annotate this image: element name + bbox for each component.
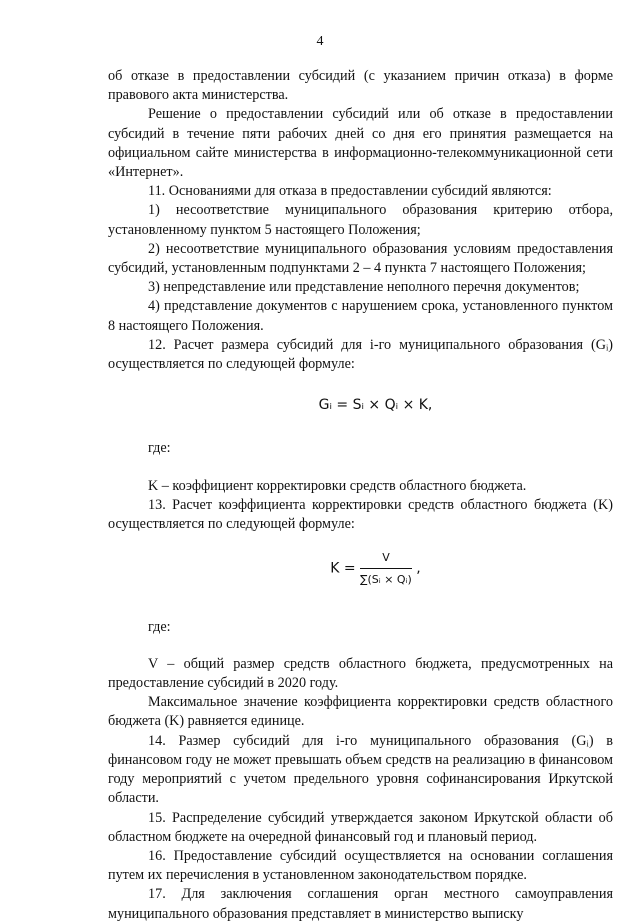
- paragraph-17: 17. Для заключения соглашения орган местного самоуправления муниципального образования представляет в министерство выписку: [108, 886, 613, 922]
- formula-numerator: V: [360, 548, 412, 569]
- paragraph-11-item-4: 4) представление документов с нарушением срока, установленного пунктом 8 настоящего Положения.: [108, 298, 613, 334]
- formula-denominator: ∑(Sᵢ × Qᵢ): [360, 573, 412, 587]
- formula-lhs: K =: [330, 560, 356, 577]
- paragraph-14: 14. Размер субсидий для i-го муниципального образования (Gᵢ) в финансовом году не может превышать объем средств на реализацию в финансовом году мероприятий с учетом предельного уровня софинансирования Иркутской области.: [108, 732, 613, 807]
- paragraph-16: 16. Предоставление субсидий осуществляется на основании соглашения путем их перечисления в установленном законодательством порядке.: [108, 847, 613, 884]
- formula-fraction: [360, 548, 412, 589]
- paragraph-11-item-1: 1) несоответствие муниципального образования критерию отбора, установленному пунктом 5 настоящего Положения;: [108, 202, 613, 238]
- where-label-2: где:: [148, 618, 171, 635]
- formula-tail: ,: [416, 560, 421, 577]
- formula-subsidy-size: Gᵢ = Sᵢ × Qᵢ × K,: [318, 397, 433, 414]
- paragraph-v-definition: V – общий размер средств областного бюджета, предусмотренных на предоставление субсидий в 2020 году.: [108, 655, 613, 692]
- paragraph-11-heading: 11. Основаниями для отказа в предоставлении субсидий являются:: [148, 183, 552, 200]
- paragraph-12: 12. Расчет размера субсидий для i-го муниципального образования (Gᵢ) осуществляется по следующей формуле:: [108, 336, 613, 373]
- page-number: 4: [316, 34, 324, 49]
- document-body: [108, 67, 613, 924]
- paragraph-11-item-3: 3) непредставление или представление неполного перечня документов;: [148, 279, 580, 296]
- formula-correction-coefficient: [108, 548, 613, 589]
- paragraph-13: 13. Расчет коэффициента корректировки средств областного бюджета (K) осуществляется по следующей формуле:: [108, 496, 613, 533]
- where-label-1: где:: [148, 440, 171, 457]
- paragraph-k-definition: K – коэффициент корректировки средств областного бюджета.: [148, 477, 527, 494]
- paragraph-refusal-form: об отказе в предоставлении субсидий (с указанием причин отказа) в форме правового акта министерства.: [108, 68, 613, 104]
- paragraph-max-coefficient: Максимальное значение коэффициента корректировки средств областного бюджета (K) равняется единице.: [108, 694, 613, 730]
- paragraph-11-item-2: 2) несоответствие муниципального образования условиям предоставления субсидий, установленным подпунктами 2 – 4 пункта 7 настоящего Положения;: [108, 240, 613, 277]
- paragraph-15: 15. Распределение субсидий утверждается законом Иркутской области об областном бюджете на очередной финансовый год и плановый период.: [108, 809, 613, 845]
- paragraph-decision-publication: Решение о предоставлении субсидий или об отказе в предоставлении субсидий в течение пяти рабочих дней со дня его принятия размещается на официальном сайте министерства в информационно-телекоммуникационной сети «Интернет».: [108, 106, 613, 181]
